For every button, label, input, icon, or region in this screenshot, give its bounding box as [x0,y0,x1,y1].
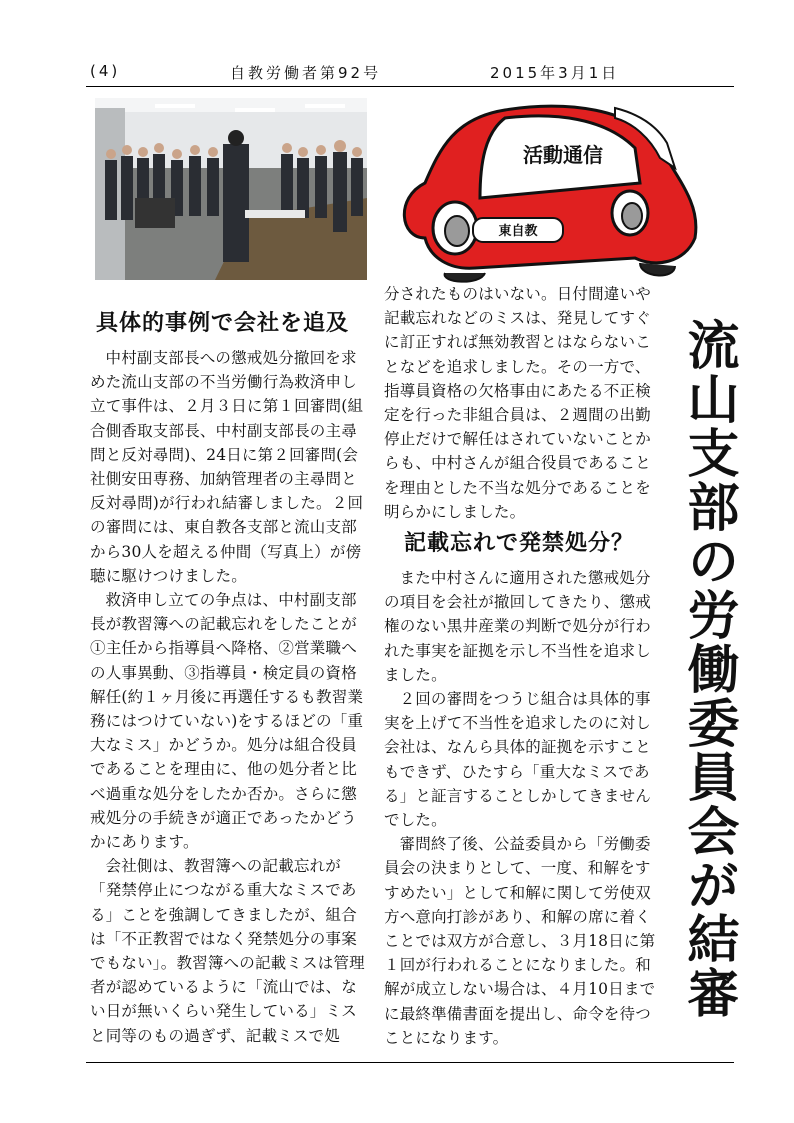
newsletter-title: 自教労働者第92号 [230,64,382,82]
activity-car-illustration [385,88,723,288]
header-rule [86,86,734,87]
activity-label: 活動通信 [523,143,603,167]
right-continuation: 分されたものはいない。日付間違いや記載忘れなどのミスは、発見してすぐに訂正すれば無効教習とはならないことなどを追求しました。その一方で、指導員資格の欠格事由にあたる不正検定を行った非組合員は、２週間の出勤停止だけで解任はされていないことからも、中村さんが組合役員であることを理由とした不当な処分であることを明らかにしました。 [384,285,651,521]
right-paragraph-2: ２回の審問をつうじ組合は具体的事実を上げて不当性を追求したのに対し会社は、なんら具体的証拠を示すこともできず、ひたすら「重大なミスである」と証言することしかしてきませんでした。 [384,690,651,830]
right-column-bottom [384,566,660,1050]
page-number: (4) [90,62,121,80]
left-paragraph-2: 救済申し立ての争点は、中村副支部長が教習簿への記載忘れをしたことが①主任から指導員へ降格、②営業職への人事異動、③指導員・検定員の資格解任(約１ヶ月後に再選任するも教習業務にはつけていない)をするほどの「重大なミス」かどうか。処分は組合役員であることを理由に、他の処分者と比べ過重な処分をしたか否か。さらに懲戒処分の手続きが適正であったかどうかにあります。 [90,591,364,852]
issue-date: 2015年3月1日 [490,64,620,82]
page-header [90,62,730,88]
main-title: 流山支部の労働委員会が結審 [678,318,738,1020]
right-paragraph-1: また中村さんに適用された懲戒処分の項目を会社が撤回してきたり、懲戒権のない黒井産業の判断で処分が行われた事実を証拠を示し不当性を追求しました。 [384,569,651,684]
left-column [90,346,368,1048]
left-paragraph-1: 中村副支部長への懲戒処分撤回を求めた流山支部の不当労働行為救済申し立て事件は、２月３日に第１回審問(組合側香取支部長、中村副支部長の主尋問と反対尋問)、24日に第２回審問(会社側安田専務、加納管理者の主尋問と反対尋問)が行われ結審しました。２回の審問には、東自教各支部と流山支部から30人を超える仲間（写真上）が傍聴に駆けつけました。 [90,349,364,585]
footer-rule [86,1062,734,1063]
right-section-heading: 記載忘れで発禁処分？ [404,531,635,556]
left-paragraph-3: 会社側は、教習簿への記載忘れが「発禁停止につながる重大なミスである」ことを強調してきましたが、組合は「不正教習ではなく発禁処分の事案でもない」。教習簿への記載ミスは管理者が認めているように「流山では、ない日が無いくらい発生している」ミスと同等のもの過ぎず、記載ミスで処 [90,857,365,1045]
left-section-heading: 具体的事例で会社を追及 [96,311,350,336]
meeting-photo-icon [95,98,367,280]
right-paragraph-3: 審問終了後、公益委員から「労働委員会の決まりとして、一度、和解をすすめたい」として和解に関して労使双方へ意向打診があり、和解の席に着くことでは双方が合意し、３月18日に第１回が行われることになりました。和解が成立しない場合は、４月10日までに最終準備書面を提出し、命令を待つことになります。 [384,835,656,1047]
right-column-top [384,282,660,524]
plate-label: 東自教 [498,224,538,239]
